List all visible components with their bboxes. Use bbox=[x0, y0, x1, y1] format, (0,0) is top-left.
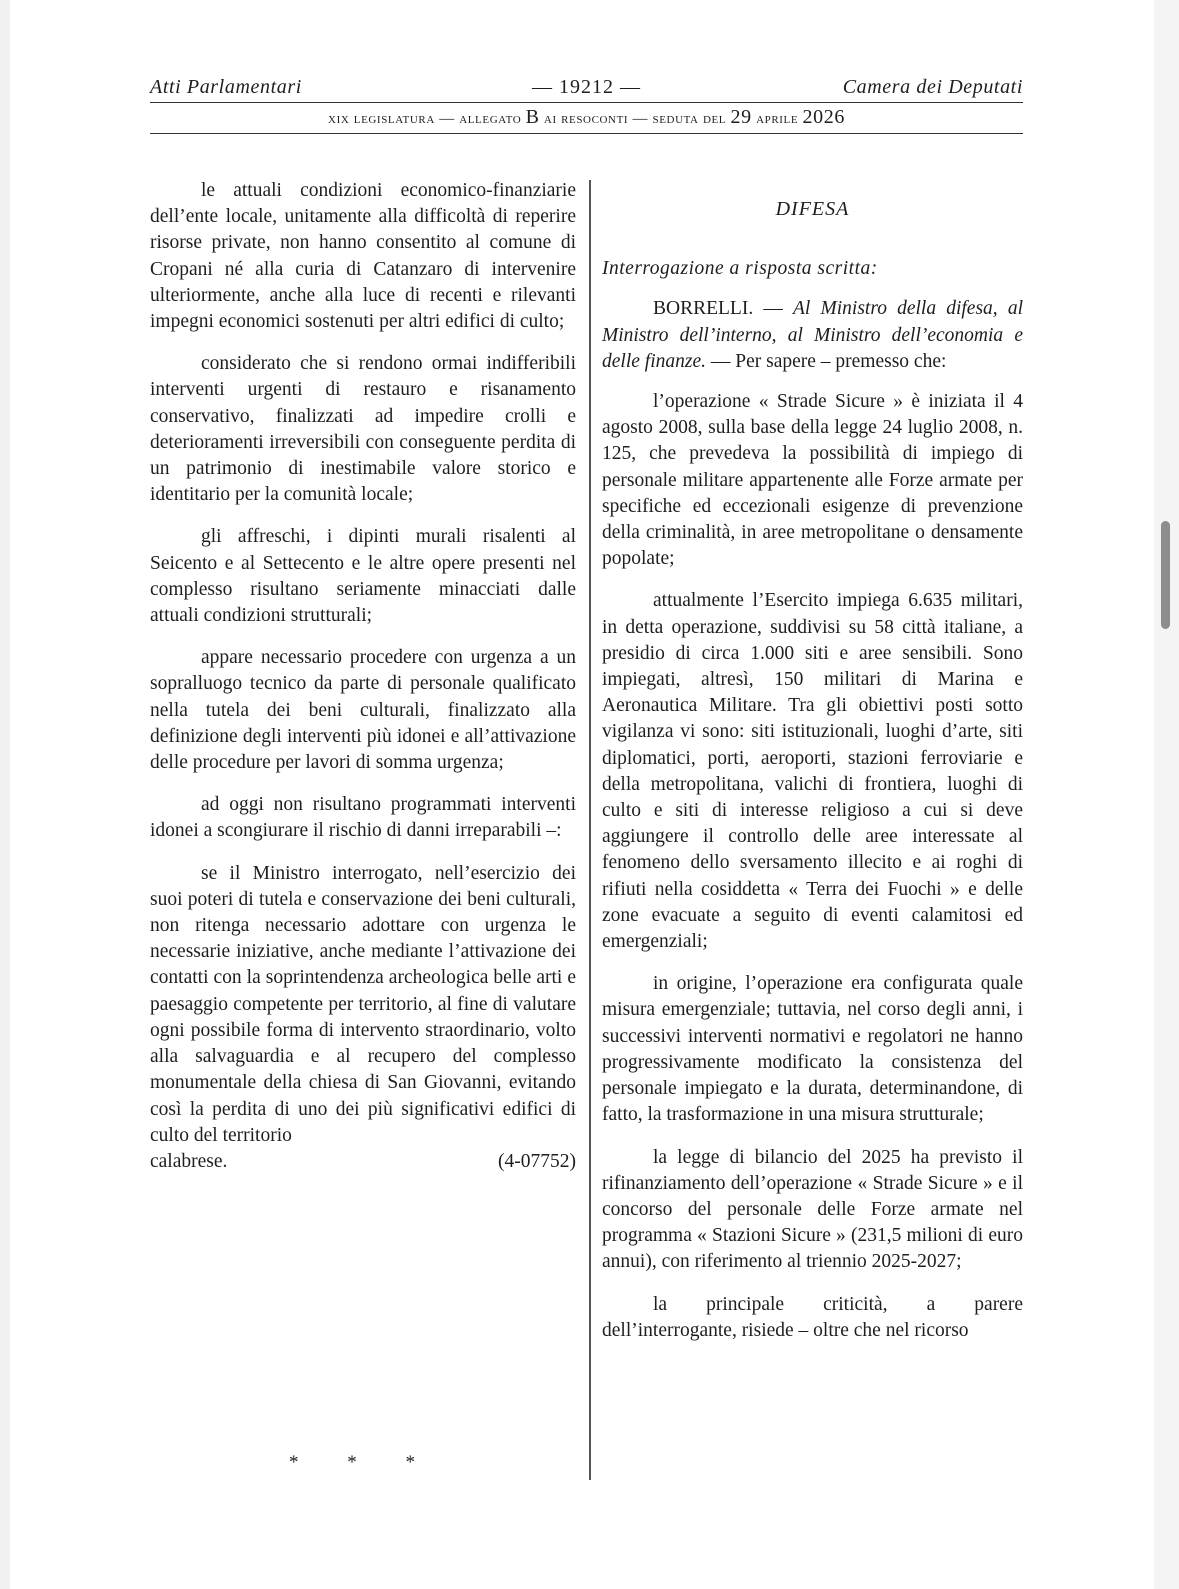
header-legislatura: xix legislatura — allegato bbox=[328, 111, 522, 127]
header-publication: Atti Parlamentari bbox=[150, 76, 302, 98]
right-paragraph-5: la principale criticità, a parere dell’interrogante, risiede – oltre che nel ricorso bbox=[602, 1293, 1023, 1341]
right-column bbox=[602, 178, 1023, 1360]
left-last-line bbox=[150, 1149, 576, 1175]
left-paragraph-5: ad oggi non risultano programmati interventi idonei a scongiurare il rischio di danni irreparabili –: bbox=[150, 794, 576, 842]
section-separator-stars: * * * bbox=[289, 1452, 437, 1473]
interrogation-code: (4-07752) bbox=[498, 1150, 576, 1172]
header-month: aprile bbox=[756, 111, 799, 127]
header-session-line bbox=[150, 103, 1023, 133]
header-rule-bottom bbox=[150, 133, 1023, 134]
left-paragraph-6-last: calabrese. bbox=[150, 1150, 228, 1172]
section-title-difesa: DIFESA bbox=[775, 198, 850, 220]
header-day: 29 bbox=[730, 106, 752, 128]
per-sapere: — Per sapere – premesso che: bbox=[705, 350, 947, 372]
header-page-number: — 19212 — bbox=[532, 76, 641, 98]
left-paragraph-6-text: se il Ministro interrogato, nell’esercizio dei suoi poteri di tutela e conservazione dei beni culturali, non ritenga necessario adottare con urgenza le necessarie iniziative, anche mediante l’attivazione dei contatti con la soprintendenza archeologica belle arti e paesaggio competente per territorio, al fine di valutare ogni possibile forma di intervento straordinario, volto alla salvaguardia e al recupero del complesso monumentale della chiesa di San Giovanni, evitando così la perdita di uno dei più significativi edifici di culto del territorio bbox=[150, 862, 576, 1146]
left-paragraph-1: le attuali condizioni economico-finanziarie dell’ente locale, unitamente alla difficoltà di reperire risorse private, non hanno consentito al comune di Cropani né alla curia di Catanzaro di intervenire ulteriormente, anche alla luce di recenti e rilevanti impegni economici sostenuti per altri edifici di culto; bbox=[150, 180, 576, 333]
left-paragraph-2: considerato che si rendono ormai indifferibili interventi urgenti di restauro e risanamento conservativo, finalizzati ad impedire crolli e deterioramenti irreversibili con conseguente perdita di un patrimonio di inestimabile valore storico e identitario per la comunità locale; bbox=[150, 353, 576, 506]
left-paragraph-3: gli affreschi, i dipinti murali risalenti al Seicento e al Settecento e le altre opere presenti nel complesso risultano seriamente minacciati dalle attuali condizioni strutturali; bbox=[150, 526, 576, 627]
scrollbar-track[interactable] bbox=[1154, 0, 1179, 1589]
header-year: 2026 bbox=[802, 106, 845, 128]
interrogation-author: BORRELLI. bbox=[653, 298, 754, 320]
column-divider bbox=[589, 180, 591, 1480]
page-header bbox=[150, 76, 1023, 134]
left-paragraph-4: appare necessario procedere con urgenza a un sopralluogo tecnico da parte di personale qualificato nella tutela dei beni culturali, finalizzato alla definizione degli interventi più idonei e all’attivazione delle procedure per lavori di somma urgenza; bbox=[150, 647, 576, 774]
header-allegato-letter: B bbox=[525, 106, 540, 128]
scrollbar-thumb[interactable] bbox=[1161, 521, 1170, 629]
interrogation-intro bbox=[602, 296, 1023, 375]
interrogation-addressees: Al Ministro della difesa, al Ministro dell’interno, al Ministro dell’economia e delle finanze. bbox=[602, 298, 1023, 372]
left-column bbox=[150, 178, 576, 1175]
header-chamber: Camera dei Deputati bbox=[842, 76, 1023, 98]
header-resoconti: ai resoconti — seduta del bbox=[543, 111, 727, 127]
right-paragraph-1: l’operazione « Strade Sicure » è iniziata il 4 agosto 2008, sulla base della legge 24 luglio 2008, n. 125, che prevedeva la possibilità di impiego di personale militare appartenente alle Forze armate per specifiche ed eccezionali esigenze di prevenzione della criminalità, in aree metropolitane o densamente popolate; bbox=[602, 391, 1023, 570]
intro-dash: — bbox=[753, 298, 794, 320]
right-paragraph-3: in origine, l’operazione era configurata quale misura emergenziale; tuttavia, nel corso degli anni, i successivi interventi normativi e regolatori ne hanno progressivamente modificato la consistenza del personale impiegato e la durata, determinandone, di fatto, la trasformazione in una misura strutturale; bbox=[602, 973, 1023, 1126]
right-paragraph-2: attualmente l’Esercito impiega 6.635 militari, in detta operazione, suddivisi su 58 città italiane, a presidio di circa 1.000 siti e aree sensibili. Sono impiegati, altresì, 150 militari di Marina e Aeronautica Militare. Tra gli obiettivi posti sotto vigilanza vi sono: siti istituzionali, luoghi d’arte, siti diplomatici, porti, aeroporti, stazioni ferroviarie e della metropolitana, valichi di frontiera, luoghi di culto e siti di interesse religioso a cui si deve aggiungere il controllo delle aree interessate al fenomeno dello sversamento illecito e ai roghi di rifiuti nella cosiddetta « Terra dei Fuochi » e delle zone evacuate a seguito di eventi calamitosi ed emergenziali; bbox=[602, 590, 1023, 953]
interrogation-type: Interrogazione a risposta scritta: bbox=[602, 258, 878, 280]
right-paragraph-4: la legge di bilancio del 2025 ha previsto il rifinanziamento dell’operazione « Strade Sicure » e il concorso del personale delle Forze armate nel programma « Stazioni Sicure » (231,5 milioni di euro annui), con riferimento al triennio 2025-2027; bbox=[602, 1146, 1023, 1273]
left-paragraph-6 bbox=[150, 861, 576, 1149]
